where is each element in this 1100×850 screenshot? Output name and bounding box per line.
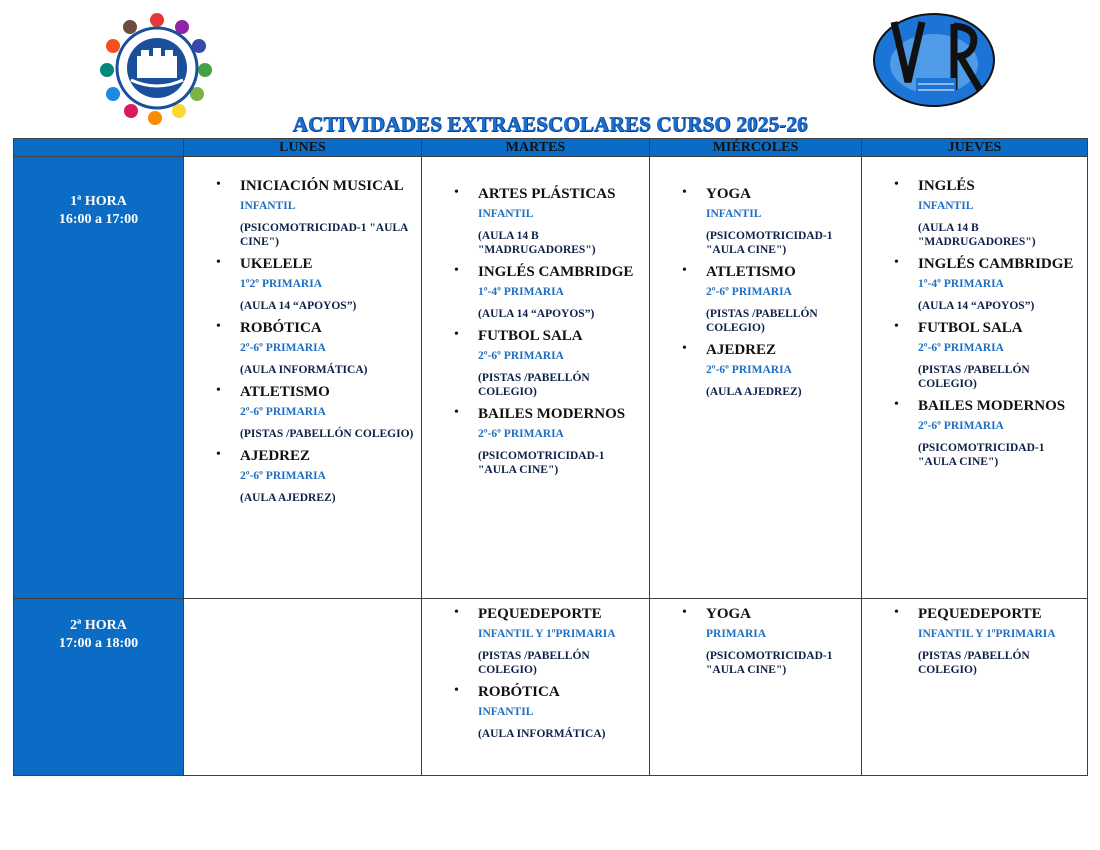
day-cell-lunes — [184, 599, 422, 776]
activity-name: ROBÓTICA — [478, 684, 560, 700]
bullet-icon: • — [894, 177, 899, 192]
activity-place: (PSICOMOTRICIDAD-1 "AULA CINE") — [240, 222, 408, 248]
activity-place: (AULA 14 B "MADRUGADORES") — [918, 222, 1036, 248]
activity-place: (AULA AJEDREZ) — [240, 492, 336, 504]
column-header-miercoles: MIÉRCOLES — [650, 139, 862, 157]
activity-level: 2º-6º PRIMARIA — [706, 286, 792, 298]
activity-name: ATLETISMO — [706, 264, 796, 280]
hour-label: 2ª HORA — [70, 618, 127, 633]
activity-level: 2º-6º PRIMARIA — [706, 364, 792, 376]
bullet-icon: • — [454, 327, 459, 342]
activity-place: (AULA 14 “APOYOS”) — [918, 300, 1035, 312]
column-header-jueves: JUEVES — [862, 139, 1088, 157]
activity-name: AJEDREZ — [240, 448, 311, 464]
activity-level: 2º-6º PRIMARIA — [478, 350, 564, 362]
hour-cell — [14, 157, 184, 599]
bullet-icon: • — [454, 405, 459, 420]
activity-item — [422, 327, 649, 399]
activity-place: (PISTAS /PABELLÓN COLEGIO) — [478, 650, 590, 676]
bullet-icon: • — [682, 263, 687, 278]
activity-item — [650, 605, 861, 677]
bullet-icon: • — [682, 185, 687, 200]
activity-name: AJEDREZ — [706, 342, 777, 358]
bullet-icon: • — [454, 683, 459, 698]
activity-place: (PSICOMOTRICIDAD-1 "AULA CINE") — [918, 442, 1045, 468]
activity-level: INFANTIL Y 1ºPRIMARIA — [478, 628, 616, 640]
bullet-icon: • — [216, 447, 221, 462]
activity-place: (PSICOMOTRICIDAD-1 "AULA CINE") — [706, 650, 833, 676]
activity-place: (AULA 14 “APOYOS”) — [240, 300, 357, 312]
activity-list — [650, 185, 861, 399]
column-header-martes: MARTES — [422, 139, 650, 157]
activity-level: INFANTIL — [478, 706, 534, 718]
activity-item — [184, 319, 421, 377]
bullet-icon: • — [682, 605, 687, 620]
activity-place: (PSICOMOTRICIDAD-1 "AULA CINE") — [478, 450, 605, 476]
activity-item — [422, 263, 649, 321]
activity-level: PRIMARIA — [706, 628, 767, 640]
day-cell-jueves — [862, 599, 1088, 776]
activity-place: (PISTAS /PABELLÓN COLEGIO) — [706, 308, 818, 334]
activity-list — [862, 605, 1087, 677]
activity-name: YOGA — [706, 606, 751, 622]
activity-name: ROBÓTICA — [240, 320, 322, 336]
activity-item — [650, 185, 861, 257]
bullet-icon: • — [894, 319, 899, 334]
activity-item — [862, 177, 1087, 249]
activity-place: (PISTAS /PABELLÓN COLEGIO) — [478, 372, 590, 398]
activity-level: INFANTIL — [240, 200, 296, 212]
hour-time: 17:00 a 18:00 — [58, 636, 139, 651]
bullet-icon: • — [894, 255, 899, 270]
hour-time: 16:00 a 17:00 — [58, 212, 139, 227]
activity-name: INICIACIÓN MUSICAL — [240, 178, 404, 194]
activity-level: INFANTIL — [478, 208, 534, 220]
activity-place: (PISTAS /PABELLÓN COLEGIO) — [918, 364, 1030, 390]
activity-level: INFANTIL Y 1ºPRIMARIA — [918, 628, 1056, 640]
activity-name: BAILES MODERNOS — [478, 406, 626, 422]
bullet-icon: • — [682, 341, 687, 356]
activity-place: (AULA INFORMÁTICA) — [240, 364, 368, 376]
activity-level: 2º-6º PRIMARIA — [918, 420, 1004, 432]
bullet-icon: • — [216, 319, 221, 334]
activity-item — [184, 383, 421, 441]
activity-level: INFANTIL — [918, 200, 974, 212]
page-title: ACTIVIDADES EXTRAESCOLARES CURSO 2025-26 — [292, 112, 808, 136]
bullet-icon: • — [894, 397, 899, 412]
header-row — [14, 139, 1088, 157]
activity-name: INGLÉS CAMBRIDGE — [918, 256, 1074, 272]
activity-place: (PSICOMOTRICIDAD-1 "AULA CINE") — [706, 230, 833, 256]
day-cell-miercoles — [650, 157, 862, 599]
activity-list — [650, 605, 861, 677]
activity-name: UKELELE — [240, 256, 313, 272]
header-corner — [14, 139, 184, 157]
day-cell-miercoles — [650, 599, 862, 776]
column-header-lunes: LUNES — [184, 139, 422, 157]
bullet-icon: • — [216, 177, 221, 192]
activity-name: ATLETISMO — [240, 384, 330, 400]
activity-item — [422, 683, 649, 741]
activity-item — [862, 319, 1087, 391]
activity-name: FUTBOL SALA — [478, 328, 583, 344]
activity-name: INGLÉS — [918, 178, 975, 194]
bullet-icon: • — [454, 185, 459, 200]
activity-item — [650, 341, 861, 399]
bullet-icon: • — [894, 605, 899, 620]
activity-level: 1º-4º PRIMARIA — [478, 286, 564, 298]
activity-item — [184, 177, 421, 249]
activity-place: (AULA INFORMÁTICA) — [478, 728, 606, 740]
activity-name: ARTES PLÁSTICAS — [478, 186, 616, 202]
activity-item — [422, 605, 649, 677]
activity-list — [422, 185, 649, 477]
activity-name: BAILES MODERNOS — [918, 398, 1066, 414]
activity-list — [862, 177, 1087, 469]
activity-item — [422, 405, 649, 477]
schedule-row — [14, 157, 1088, 599]
activity-level: 2º-6º PRIMARIA — [478, 428, 564, 440]
hour-cell — [14, 599, 184, 776]
activity-level: 1º-4º PRIMARIA — [918, 278, 1004, 290]
activity-place: (PISTAS /PABELLÓN COLEGIO) — [918, 650, 1030, 676]
activity-name: YOGA — [706, 186, 751, 202]
day-cell-martes — [422, 157, 650, 599]
activity-place: (PISTAS /PABELLÓN COLEGIO) — [240, 428, 414, 440]
ceip-villa-romana-logo-icon — [872, 12, 996, 108]
bullet-icon: • — [216, 383, 221, 398]
activity-item — [862, 605, 1087, 677]
activity-item — [184, 447, 421, 505]
day-cell-martes — [422, 599, 650, 776]
schedule-row — [14, 599, 1088, 776]
activity-level: 2º-6º PRIMARIA — [918, 342, 1004, 354]
activity-level: 2º-6º PRIMARIA — [240, 342, 326, 354]
activity-item — [862, 397, 1087, 469]
activity-list — [184, 177, 421, 505]
activity-level: 1º2º PRIMARIA — [240, 278, 323, 290]
day-cell-lunes — [184, 157, 422, 599]
activity-item — [650, 263, 861, 335]
activity-place: (AULA 14 “APOYOS”) — [478, 308, 595, 320]
villaquilambre-logo-icon — [96, 8, 218, 128]
bullet-icon: • — [454, 263, 459, 278]
activity-place: (AULA 14 B "MADRUGADORES") — [478, 230, 596, 256]
activity-item — [184, 255, 421, 313]
activity-item — [422, 185, 649, 257]
bullet-icon: • — [454, 605, 459, 620]
activity-name: FUTBOL SALA — [918, 320, 1023, 336]
activity-place: (AULA AJEDREZ) — [706, 386, 802, 398]
activity-name: INGLÉS CAMBRIDGE — [478, 264, 634, 280]
activity-level: 2º-6º PRIMARIA — [240, 406, 326, 418]
schedule-table — [13, 138, 1088, 776]
day-cell-jueves — [862, 157, 1088, 599]
activity-level: 2º-6º PRIMARIA — [240, 470, 326, 482]
hour-label: 1ª HORA — [70, 194, 127, 209]
activity-level: INFANTIL — [706, 208, 762, 220]
activity-name: PEQUEDEPORTE — [918, 606, 1042, 622]
activity-name: PEQUEDEPORTE — [478, 606, 602, 622]
bullet-icon: • — [216, 255, 221, 270]
activity-list — [422, 605, 649, 741]
activity-item — [862, 255, 1087, 313]
